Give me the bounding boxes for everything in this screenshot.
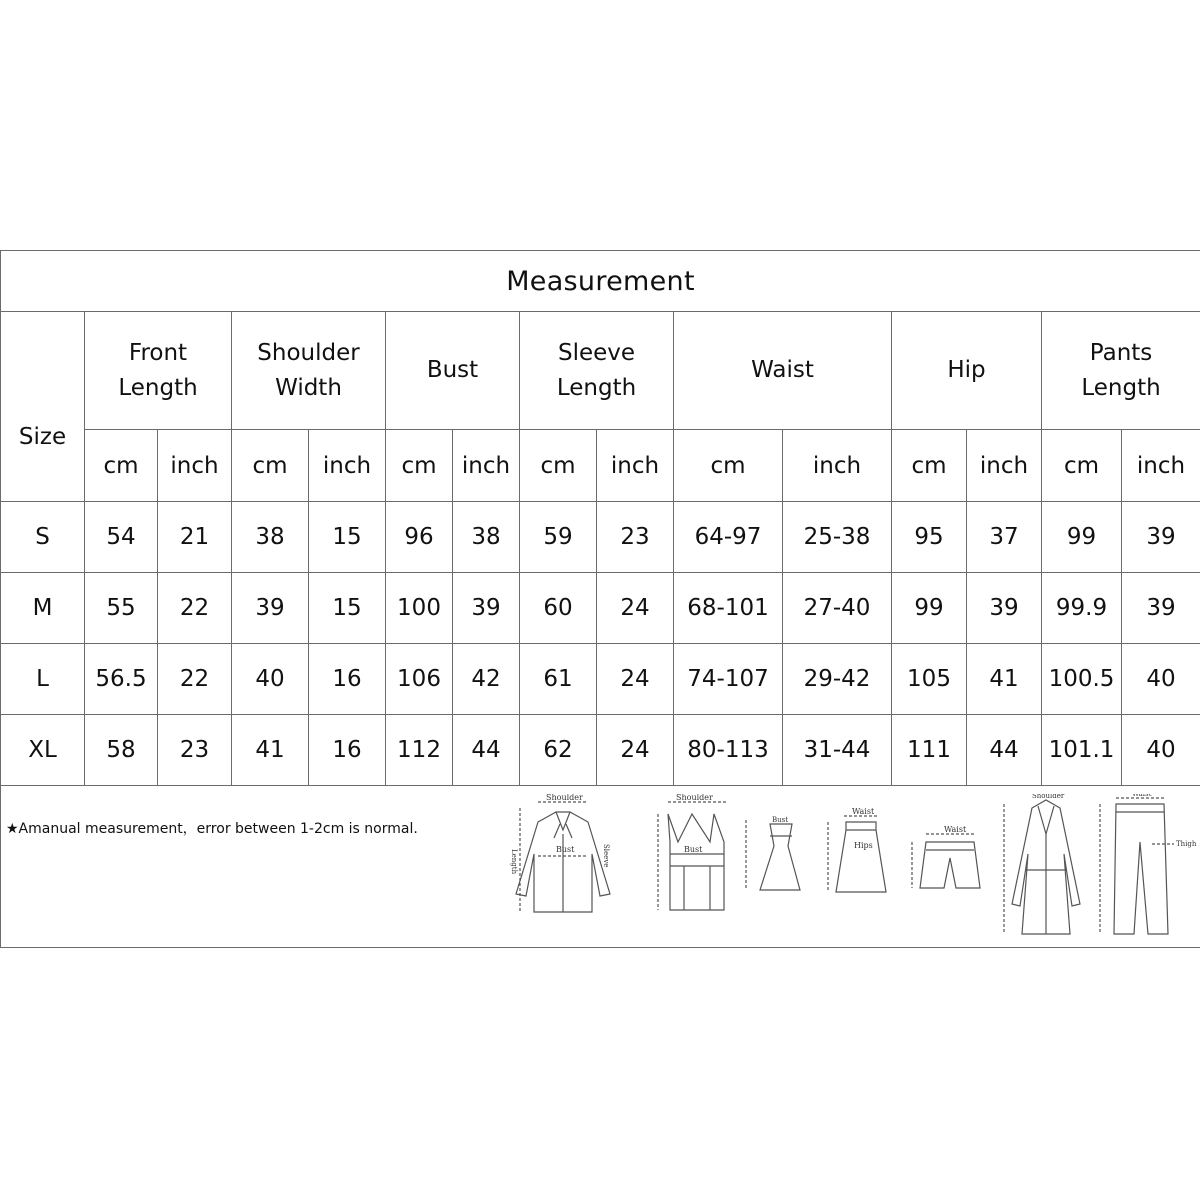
table-cell: 22 — [158, 644, 232, 715]
skirt-sketch-icon — [828, 807, 886, 892]
table-cell: 56.5 — [85, 644, 158, 715]
size-label: S — [1, 502, 85, 573]
table-cell: 25-38 — [783, 502, 892, 573]
blouse-sketch-icon — [510, 794, 610, 912]
shoulder-label: Shoulder — [676, 794, 713, 802]
size-table — [0, 250, 1200, 948]
camisole-sketch-icon — [658, 794, 728, 910]
table-cell: 39 — [453, 573, 520, 644]
coat-sketch-icon — [1004, 794, 1080, 934]
group-header-label: Pants Length — [1081, 339, 1161, 401]
group-header — [1042, 312, 1200, 430]
table-cell: 39 — [967, 573, 1042, 644]
unit-header: inch — [597, 430, 674, 502]
table-cell: 16 — [309, 715, 386, 786]
thigh-label: Thigh — [1176, 840, 1197, 848]
unit-header: cm — [85, 430, 158, 502]
table-cell: 29-42 — [783, 644, 892, 715]
unit-header: cm — [1042, 430, 1122, 502]
table-cell: 59 — [520, 502, 597, 573]
shorts-sketch-icon — [912, 825, 980, 888]
table-cell: 62 — [520, 715, 597, 786]
table-cell: 39 — [1122, 573, 1200, 644]
table-cell: 41 — [967, 644, 1042, 715]
table-cell: 105 — [892, 644, 967, 715]
table-cell: 40 — [1122, 715, 1200, 786]
table-cell: 68-101 — [674, 573, 783, 644]
bust-label: Bust — [556, 845, 575, 854]
table-cell: 96 — [386, 502, 453, 573]
waist-label: Waist — [852, 807, 875, 816]
group-header — [232, 312, 386, 430]
table-cell: 23 — [597, 502, 674, 573]
table-cell: 64-97 — [674, 502, 783, 573]
table-cell: 38 — [453, 502, 520, 573]
table-cell: 38 — [232, 502, 309, 573]
table-cell: 99 — [892, 573, 967, 644]
table-cell: 61 — [520, 644, 597, 715]
unit-header: inch — [309, 430, 386, 502]
unit-header: cm — [674, 430, 783, 502]
shoulder-label: Shoulder — [546, 794, 583, 802]
table-cell: 100 — [386, 573, 453, 644]
group-header — [892, 312, 1042, 430]
unit-header: inch — [158, 430, 232, 502]
measurement-note: ★Amanual measurement，error between 1-2cm is normal. — [6, 821, 418, 837]
size-chart — [0, 250, 1200, 950]
trousers-sketch-icon — [1100, 794, 1197, 934]
unit-header: inch — [783, 430, 892, 502]
unit-header: cm — [386, 430, 453, 502]
table-cell: 24 — [597, 715, 674, 786]
table-cell: 27-40 — [783, 573, 892, 644]
table-cell: 39 — [1122, 502, 1200, 573]
table-cell: 23 — [158, 715, 232, 786]
hips-label: Hips — [854, 841, 873, 850]
waist-label: Waist — [1132, 794, 1152, 798]
unit-header: inch — [1122, 430, 1200, 502]
table-cell: 16 — [309, 644, 386, 715]
bust-label: Bust — [772, 816, 789, 824]
sleeve-label: Sleeve — [602, 844, 610, 868]
table-cell: 41 — [232, 715, 309, 786]
group-header-label: Front Length — [118, 339, 198, 401]
shoulder-label: Shoulder — [1032, 794, 1065, 800]
table-cell: 95 — [892, 502, 967, 573]
table-row — [1, 715, 1200, 786]
size-label: M — [1, 573, 85, 644]
bust-label: Bust — [684, 845, 703, 854]
table-cell: 101.1 — [1042, 715, 1122, 786]
size-label: XL — [1, 715, 85, 786]
footer-cell — [1, 786, 1200, 948]
table-cell: 24 — [597, 644, 674, 715]
garment-sketches — [498, 794, 1198, 948]
table-cell: 40 — [232, 644, 309, 715]
table-cell: 60 — [520, 573, 597, 644]
group-header — [386, 312, 520, 430]
table-cell: 40 — [1122, 644, 1200, 715]
length-label: Length — [510, 849, 518, 875]
table-cell: 37 — [967, 502, 1042, 573]
table-cell: 24 — [597, 573, 674, 644]
group-header — [520, 312, 674, 430]
table-cell: 42 — [453, 644, 520, 715]
table-cell: 99 — [1042, 502, 1122, 573]
unit-header: inch — [453, 430, 520, 502]
group-header-label: Sleeve Length — [556, 339, 637, 401]
table-cell: 39 — [232, 573, 309, 644]
dress-sketch-icon — [746, 816, 800, 890]
size-column-header: Size — [1, 312, 85, 502]
table-cell: 106 — [386, 644, 453, 715]
group-header — [85, 312, 232, 430]
table-cell: 112 — [386, 715, 453, 786]
table-cell: 55 — [85, 573, 158, 644]
table-cell: 44 — [453, 715, 520, 786]
table-cell: 80-113 — [674, 715, 783, 786]
group-header-label: Hip — [947, 357, 986, 383]
group-header-label: Shoulder Width — [257, 339, 360, 401]
table-cell: 22 — [158, 573, 232, 644]
table-row — [1, 502, 1200, 573]
size-label: L — [1, 644, 85, 715]
unit-header: cm — [520, 430, 597, 502]
unit-header: cm — [232, 430, 309, 502]
group-header-label: Bust — [426, 357, 479, 383]
unit-header: cm — [892, 430, 967, 502]
table-cell: 74-107 — [674, 644, 783, 715]
table-cell: 21 — [158, 502, 232, 573]
table-cell: 99.9 — [1042, 573, 1122, 644]
table-cell: 15 — [309, 573, 386, 644]
table-row — [1, 573, 1200, 644]
table-cell: 58 — [85, 715, 158, 786]
group-header-label: Waist — [751, 357, 814, 383]
table-title: Measurement — [1, 251, 1200, 312]
table-cell: 54 — [85, 502, 158, 573]
table-row — [1, 644, 1200, 715]
waist-label: Waist — [944, 825, 967, 834]
table-cell: 31-44 — [783, 715, 892, 786]
table-cell: 44 — [967, 715, 1042, 786]
table-cell: 15 — [309, 502, 386, 573]
group-header — [674, 312, 892, 430]
table-cell: 111 — [892, 715, 967, 786]
unit-header: inch — [967, 430, 1042, 502]
table-cell: 100.5 — [1042, 644, 1122, 715]
